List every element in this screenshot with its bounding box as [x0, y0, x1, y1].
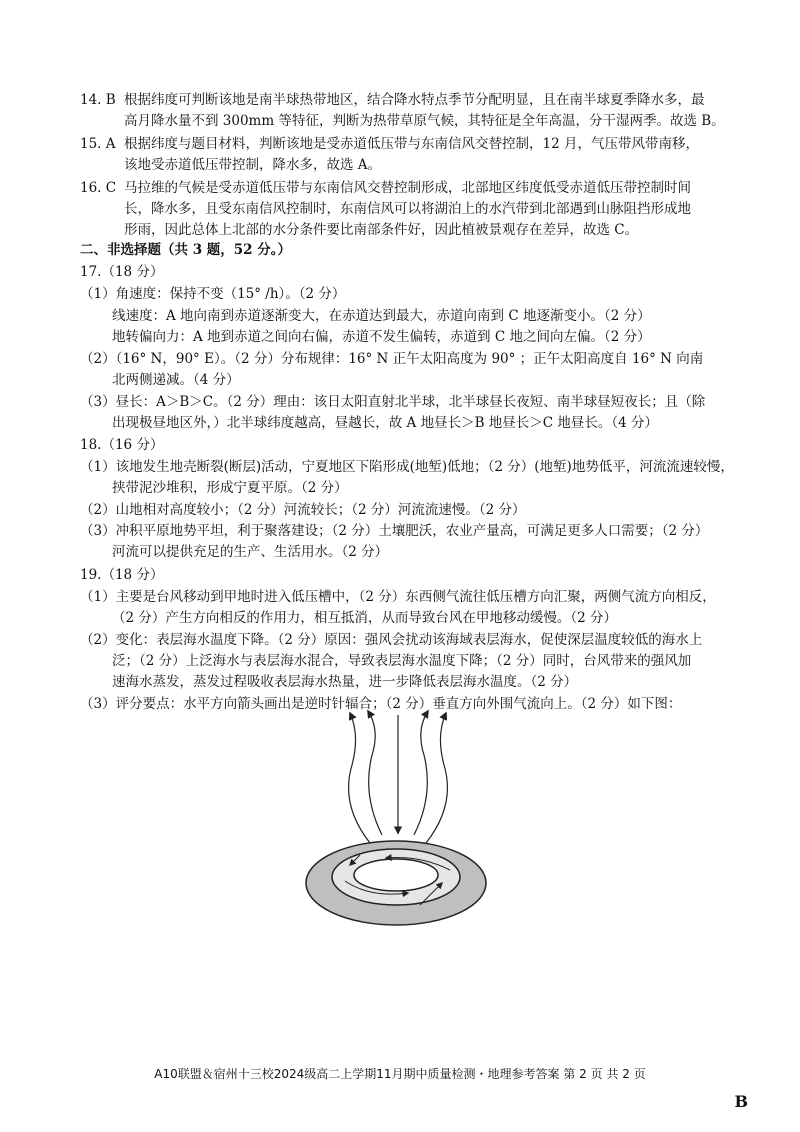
q17-heading: 17.（18 分） — [80, 264, 164, 280]
q19-part3: （3）评分要点：水平方向箭头画出是逆时针辐合；（2 分）垂直方向外围气流向上。（2 分）如下图： — [80, 696, 682, 712]
q16-line-2: 长，降水多，且受东南信风控制时，东南信风可以将湖泊上的水汽带到北部遇到山脉阻挡形成地 — [124, 201, 691, 217]
right-inner-updraft — [414, 711, 428, 835]
q17-part2-line-1: （2）（16° N，90° E）。（2 分）分布规律：16° N 正午太阳高度为 90° ；正午太阳高度自 16° N 向南 — [80, 351, 704, 367]
q19-part1-line-2: （2 分）产生方向相反的作用力，相互抵消，从而导致台风在甲地移动缓慢。（2 分） — [112, 610, 618, 626]
q16-number: 16. C — [80, 180, 117, 196]
q19-part2-line-3: 速海水蒸发，蒸发过程吸收表层海水热量，进一步降低表层海水温度。（2 分） — [112, 674, 578, 690]
q17-part3-line-1: （3）昼长：A＞B＞C。（2 分）理由：该日太阳直射北半球，北半球昼长夜短、南半球昼短夜长；且（除 — [80, 394, 706, 410]
q19-part2-line-1: （2）变化：表层海水温度下降。（2 分）原因：强风会扰动该海域表层海水，促使深层温度较低的海水上 — [80, 632, 703, 648]
q18-part3-line-2: 河流可以提供充足的生产、生活用水。（2 分） — [112, 544, 389, 560]
q16-line-3: 形雨，因此总体上北部的水分条件要比南部条件好，因此植被景观存在差异，故选 C。 — [124, 222, 639, 238]
q19-part2-line-2: 泛；（2 分）上泛海水与表层海水混合，导致表层海水温度下降；（2 分）同时，台风带来的强风加 — [112, 653, 692, 669]
q15-number: 15. A — [80, 136, 116, 152]
q17-part1-line-1: （1）角速度：保持不变（15° /h）。（2 分） — [80, 286, 346, 302]
q15-line-2: 该地受赤道低压带控制，降水多，故选 A。 — [124, 157, 382, 173]
q18-part1-line-1: （1）该地发生地壳断裂(断层)活动，宁夏地区下陷形成(地堑)低地；（2 分）(地堑)地势低平，河流流速较慢， — [80, 459, 734, 475]
q15-line-1: 15. A 根据纬度与题目材料，判断该地是受赤道低压带与东南信风交替控制，12 月，气压带风带南移， — [80, 136, 699, 152]
page-footer: A10联盟＆宿州十三校2024级高二上学期11月期中质量检测・地理参考答案 第 2 页 共 2 页 — [154, 1067, 646, 1081]
paper-version: B — [734, 1092, 748, 1111]
section-heading: 二、非选择题（共 3 题，52 分。） — [80, 242, 292, 258]
right-outer-updraft — [426, 713, 447, 843]
q19-part1-line-1: （1）主要是台风移动到甲地时进入低压槽中，（2 分）东西侧气流往低压槽方向汇聚，两侧气流方向相反， — [80, 589, 716, 605]
left-outer-updraft — [349, 713, 370, 843]
q18-part2: （2）山地相对高度较小；（2 分）河流较长；（2 分）河流流速慢。（2 分） — [80, 502, 526, 518]
q19-heading: 19.（18 分） — [80, 567, 164, 583]
typhoon-airflow-figure — [300, 705, 500, 930]
q14-number: 14. B — [80, 92, 116, 108]
q18-heading: 18.（16 分） — [80, 437, 164, 453]
inner-ring — [354, 859, 438, 891]
left-inner-updraft — [368, 711, 382, 835]
q17-part2-line-2: 北两侧递减。（4 分） — [112, 372, 240, 388]
q14-line-1: 14. B 根据纬度可判断该地是南半球热带地区，结合降水特点季节分配明显，且在南半球夏季降水多，最 — [80, 92, 705, 108]
q18-part3-line-1: （3）冲积平原地势平坦，利于聚落建设；（2 分）土壤肥沃，农业产量高，可满足更多人口需要；（2 分） — [80, 523, 709, 539]
q17-part3-line-2: 出现极昼地区外，）北半球纬度越高，昼越长，故 A 地昼长＞B 地昼长＞C 地昼长。（4 分） — [112, 415, 659, 431]
q14-line-2: 高月降水量不到 300mm 等特征，判断为热带草原气候，其特征是全年高温，分干湿两季。故选 B。 — [124, 113, 725, 129]
q18-part1-line-2: 挟带泥沙堆积，形成宁夏平原。（2 分） — [112, 480, 348, 496]
q17-part1-line-2: 线速度：A 地向南到赤道逐渐变大，在赤道达到最大，赤道向南到 C 地逐渐变小。（2 分） — [112, 308, 651, 324]
q16-line-1: 16. C 马拉维的气候是受赤道低压带与东南信风交替控制形成，北部地区纬度低受赤道低压带控制时间 — [80, 180, 691, 196]
q17-part1-line-3: 地转偏向力：A 地到赤道之间向右偏，赤道不发生偏转，赤道到 C 地之间向左偏。（2 分） — [112, 329, 651, 345]
